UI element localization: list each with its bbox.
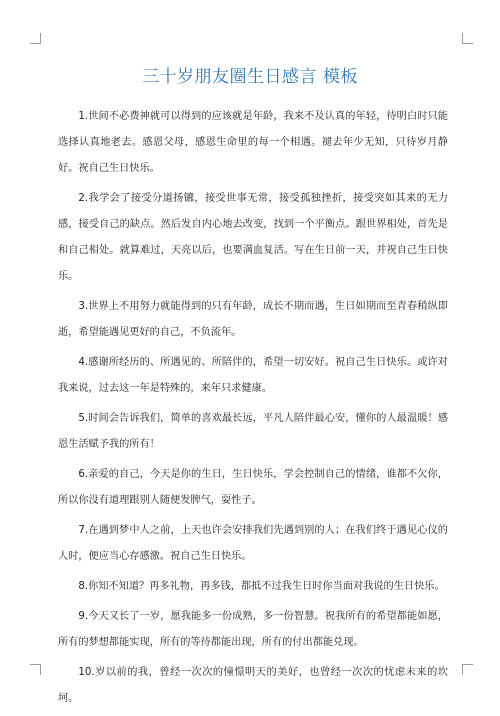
paragraph-10: 10.岁以前的我，曾经一次次的憧憬明天的美好，也曾经一次次的忧虑未来的坎坷。 [58, 667, 448, 704]
paragraph-3: 3.世界上不用努力就能得到的只有年龄，成长不期而遇，生日如期而至青春稍纵即逝，希望能遇见更好的自己，不负流年。 [58, 301, 448, 338]
paragraph-4: 4.感谢所经历的、所遇见的、所陪伴的，希望一切安好。祝自己生日快乐。或许对我来说，过去这一年是特殊的，来年只求健康。 [58, 357, 448, 394]
crop-mark-top-right [462, 33, 473, 44]
paragraph-6: 6.亲爱的自己，今天是你的生日，生日快乐，学会控制自己的情绪，谁都不欠你，所以你没有道理跟别人随便发脾气，耍性子。 [58, 469, 448, 506]
document-body [58, 104, 448, 716]
paragraph-7: 7.在遇到梦中人之前，上天也许会安排我们先遇到别的人；在我们终于遇见心仪的人时，便应当心存感激。祝自己生日快乐。 [58, 525, 448, 562]
document-title: 三十岁朋友圈生日感言 模板 [142, 67, 358, 87]
paragraph-1: 1.世间不必费神就可以得到的应该就是年龄，我来不及认真的年轻，待明白时只能选择认真地老去。感恩父母，感恩生命里的每一个相遇。褪去年少无知，只待岁月静好。祝自己生日快乐。 [58, 111, 448, 174]
paragraph-8: 8.你知不知道？再多礼物，再多钱，都抵不过我生日时你当面对我说的生日快乐。 [78, 581, 445, 592]
crop-mark-bottom-right [462, 664, 473, 675]
paragraph-2: 2.我学会了接受分道扬镳，接受世事无常，接受孤独挫折，接受突如其来的无力感，接受自己的缺点。然后发自内心地去改变，找到一个平衡点。跟世界相处，首先是和自己相处。就算难过，天亮以后，也要满血复活。写在生日前一天，并祝自己生日快乐。 [58, 193, 448, 282]
paragraph-9: 9.今天又长了一岁，愿我能多一份成熟，多一份智慧。祝我所有的希望都能如愿，所有的梦想都能实现，所有的等待都能出现，所有的付出都能兑现。 [58, 611, 448, 648]
crop-mark-bottom-left [30, 664, 41, 675]
crop-mark-top-left [30, 33, 41, 44]
paragraph-5: 5.时间会告诉我们，简单的喜欢最长远，平凡人陪伴最心安，懂你的人最温暖！感恩生活赋予我的所有！ [58, 413, 448, 450]
